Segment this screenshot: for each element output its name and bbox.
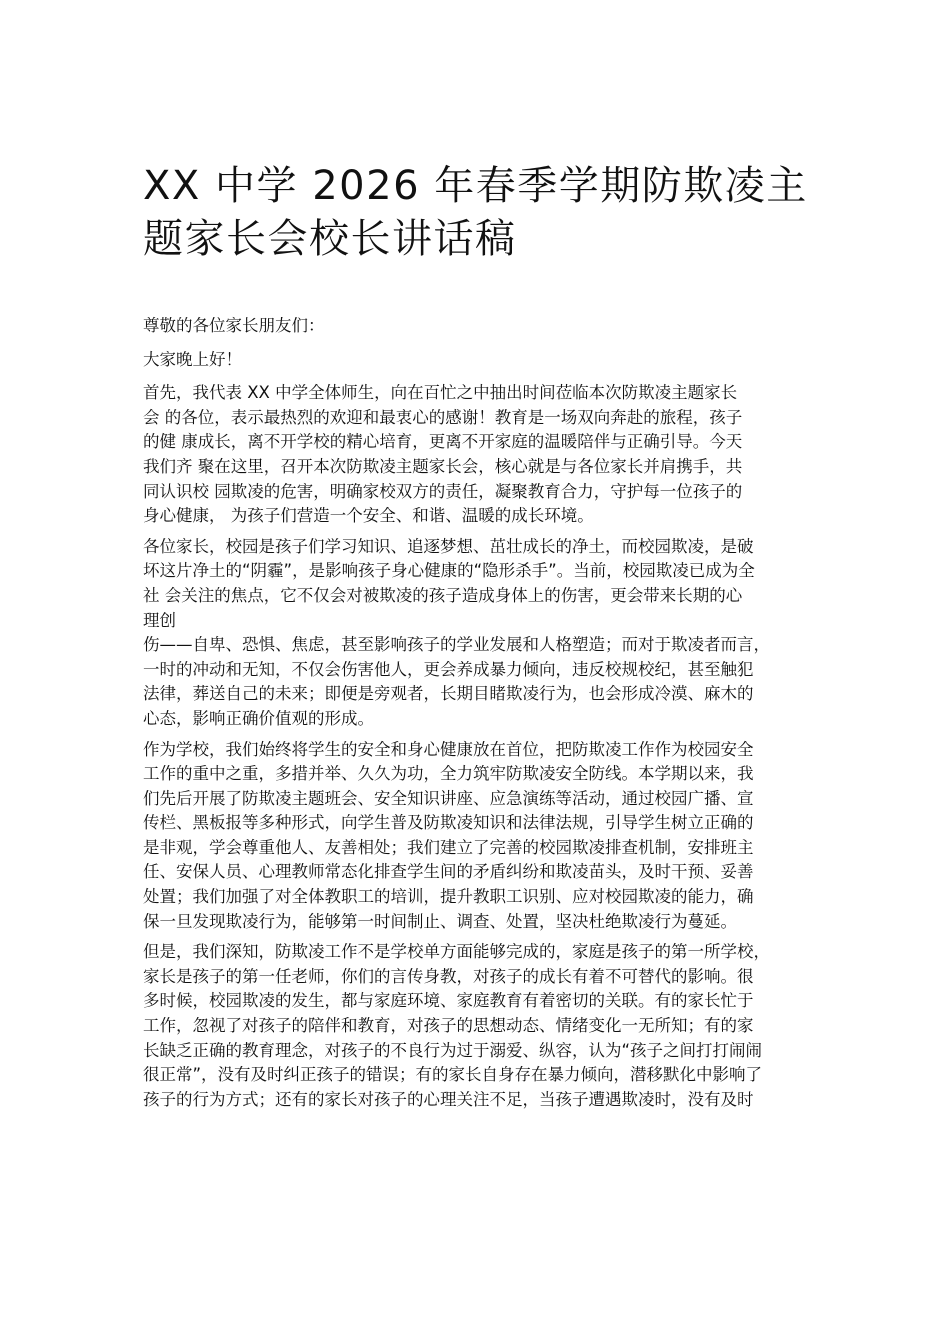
paragraph-line: 家长是孩子的第一任老师，你们的言传身教，对孩子的成长有着不可替代的影响。很: [143, 966, 754, 986]
salutation: 尊敬的各位家长朋友们：: [143, 316, 325, 335]
paragraph-line: 理创: [143, 610, 176, 630]
paragraph-line: 会 的各位，表示最热烈的欢迎和最衷心的感谢！教育是一场双向奔赴的旅程，孩子: [143, 407, 743, 427]
paragraph-line: 孩子的行为方式；还有的家长对孩子的心理关注不足，当孩子遭遇欺凌时，没有及时: [143, 1089, 754, 1109]
paragraph-line: 长缺乏正确的教育理念，对孩子的不良行为过于溺爱、纵容，认为“孩子之间打打闹闹: [143, 1040, 763, 1060]
paragraph-line: 各位家长，校园是孩子们学习知识、追逐梦想、茁壮成长的净土，而校园欺凌，是破: [143, 536, 754, 556]
document-title: XX 中学 2026 年春季学期防欺凌主题家长会校长讲话稿: [143, 163, 808, 262]
paragraph-line: 心态，影响正确价值观的形成。: [143, 708, 374, 728]
greeting: 大家晚上好！: [143, 349, 242, 369]
paragraph-line: 伤——自卑、恐惧、焦虑，甚至影响孩子的学业发展和人格塑造；而对于欺凌者而言，: [143, 635, 770, 655]
paragraph-line: 们先后开展了防欺凌主题班会、安全知识讲座、应急演练等活动，通过校园广播、宣: [143, 788, 754, 808]
paragraph-3: [143, 738, 815, 935]
paragraph-line: 身心健康， 为孩子们营造一个安全、和谐、温暖的成长环境。: [143, 506, 594, 526]
paragraph-line: 工作，忽视了对孩子的陪伴和教育，对孩子的思想动态、情绪变化一无所知；有的家: [143, 1016, 754, 1036]
paragraph-4: [143, 940, 815, 1112]
paragraph-line: 工作的重中之重，多措并举、久久为功，全力筑牢防欺凌安全防线。本学期以来，我: [143, 764, 754, 784]
paragraph-line: 法律，葬送自己的未来；即便是旁观者，长期目睹欺凌行为，也会形成冷漠、麻木的: [143, 684, 754, 704]
paragraph-line: 社 会关注的焦点，它不仅会对被欺凌的孩子造成身体上的伤害，更会带来长期的心: [143, 585, 743, 605]
paragraph-2: [143, 535, 815, 732]
paragraph-line: 多时候，校园欺凌的发生，都与家庭环境、家庭教育有着密切的关联。有的家长忙于: [143, 991, 754, 1011]
paragraph-line: 同认识校 园欺凌的危害，明确家校双方的责任，凝聚教育合力，守护每一位孩子的: [143, 481, 743, 501]
paragraph-line: 传栏、黑板报等多种形式，向学生普及防欺凌知识和法律法规，引导学生树立正确的: [143, 813, 754, 833]
paragraph-line: 很正常”，没有及时纠正孩子的错误；有的家长自身存在暴力倾向，潜移默化中影响了: [143, 1065, 763, 1085]
paragraph-line: 首先，我代表 XX 中学全体师生，向在百忙之中抽出时间莅临本次防欺凌主题家长: [143, 383, 738, 403]
paragraph-line: 处置；我们加强了对全体教职工的培训，提升教职工识别、应对校园欺凌的能力，确: [143, 887, 754, 907]
paragraph-line: 一时的冲动和无知，不仅会伤害他人，更会养成暴力倾向，违反校规校纪，甚至触犯: [143, 659, 754, 679]
paragraph-line: 保一旦发现欺凌行为，能够第一时间制止、调查、处置，坚决杜绝欺凌行为蔓延。: [143, 911, 737, 931]
paragraph-line: 我们齐 聚在这里，召开本次防欺凌主题家长会，核心就是与各位家长并肩携手，共: [143, 456, 743, 476]
paragraph-line: 任、安保人员、心理教师常态化排查学生间的矛盾纠纷和欺凌苗头，及时干预、妥善: [143, 862, 754, 882]
paragraph-line: 但是，我们深知，防欺凌工作不是学校单方面能够完成的，家庭是孩子的第一所学校，: [143, 942, 770, 962]
paragraph-line: 是非观，学会尊重他人、友善相处；我们建立了完善的校园欺凌排查机制，安排班主: [143, 837, 754, 857]
document-body: [143, 314, 815, 1118]
paragraph-line: 作为学校，我们始终将学生的安全和身心健康放在首位，把防欺凌工作作为校园安全: [143, 739, 754, 759]
paragraph-line: 坏这片净土的“阴霾”，是影响孩子身心健康的“隐形杀手”。当前，校园欺凌已成为全: [143, 561, 755, 581]
paragraph-1: [143, 381, 815, 529]
paragraph-line: 的健 康成长，离不开学校的精心培育，更离不开家庭的温暖陪伴与正确引导。今天: [143, 432, 743, 452]
